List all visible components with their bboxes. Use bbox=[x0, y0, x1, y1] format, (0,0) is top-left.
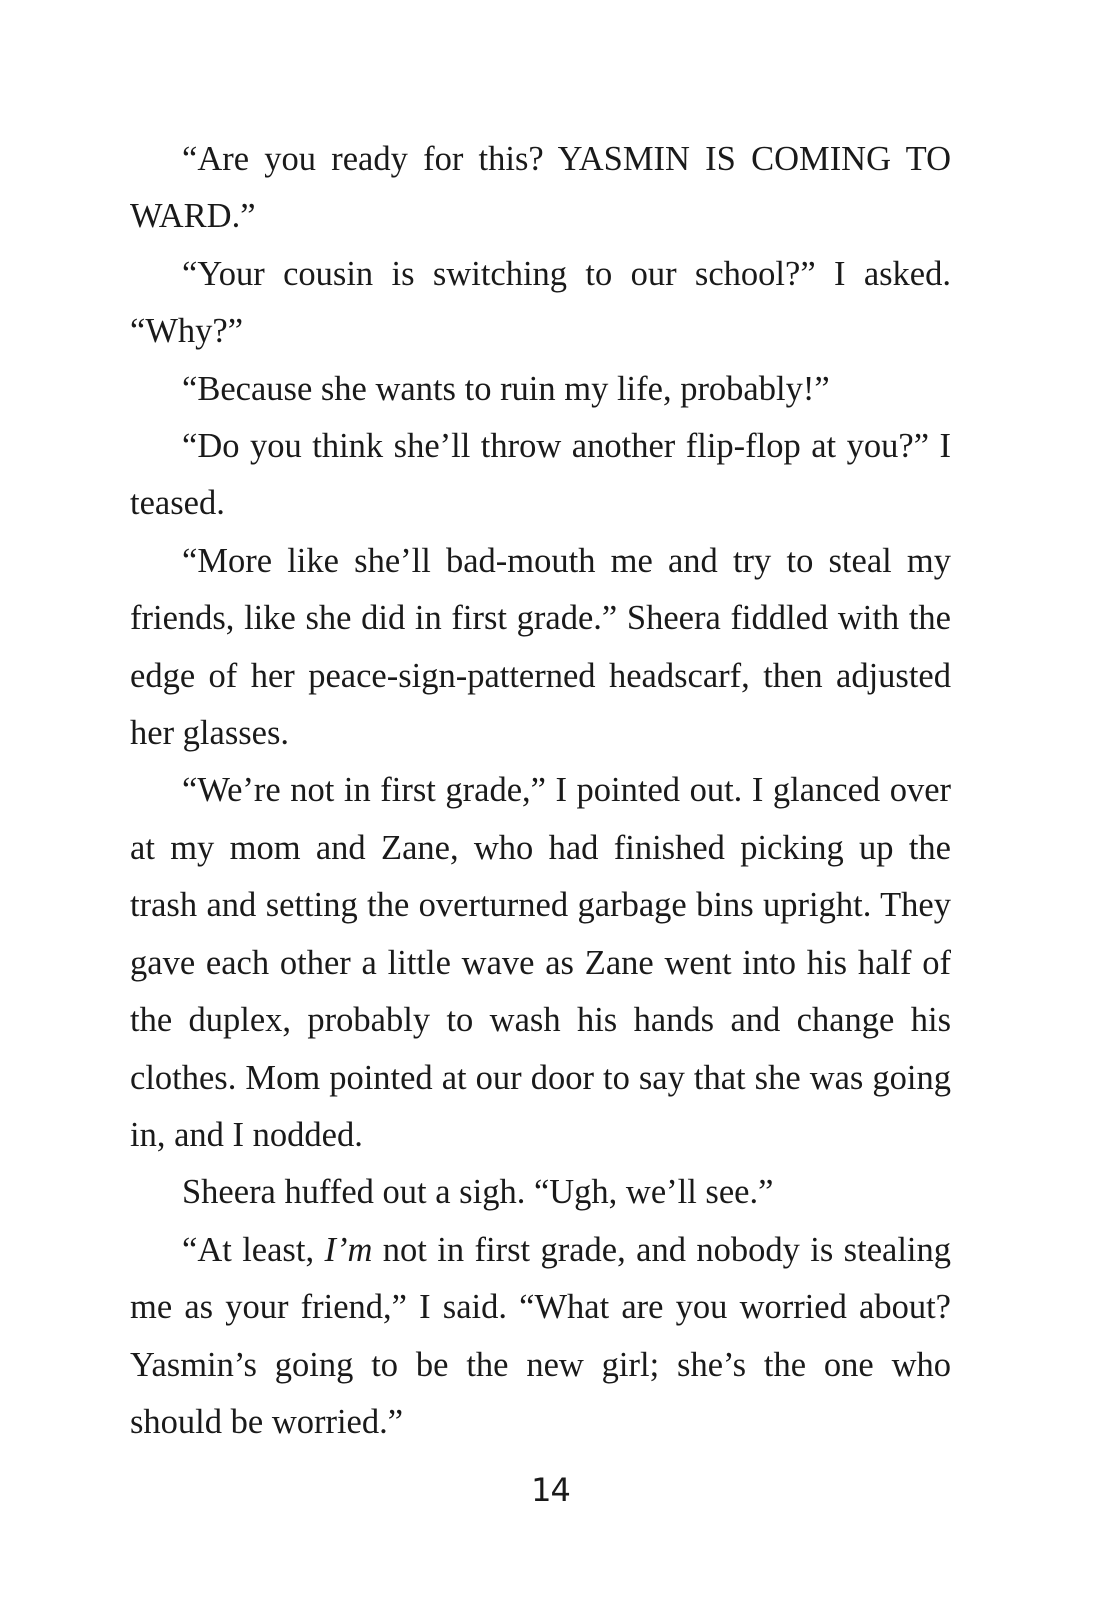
paragraph: “We’re not in first grade,” I pointed out. I glanced over at my mom and Zane, who had finished picking up the trash and setting the overturned garbage bins upright. They gave each other a little wave as Zane went into his half of the duplex, probably to wash his hands and change his clothes. Mom pointed at our door to say that she was going in, and I nodded. bbox=[130, 771, 951, 1154]
body-text bbox=[130, 131, 951, 1451]
paragraph: “Are you ready for this? YASMIN IS COMING TO WARD.” bbox=[130, 140, 951, 236]
paragraph bbox=[130, 1222, 951, 1452]
page-number: 14 bbox=[531, 1471, 570, 1509]
paragraph: “Because she wants to ruin my life, probably!” bbox=[182, 369, 830, 408]
paragraph-text: not in first grade, and nobody is stealing me as your friend,” I said. “What are you worried about? Yasmin’s going to be the new girl; she’s the one who should be worried.” bbox=[130, 1230, 951, 1441]
paragraph: “Do you think she’ll throw another flip-flop at you?” I teased. bbox=[130, 427, 951, 523]
paragraph: “Your cousin is switching to our school?” I asked. “Why?” bbox=[130, 254, 951, 351]
paragraph: Sheera huffed out a sigh. “Ugh, we’ll see.” bbox=[182, 1173, 774, 1212]
paragraph-text: “At least, bbox=[182, 1230, 325, 1269]
italic-emphasis: I’m bbox=[324, 1230, 373, 1269]
paragraph: “More like she’ll bad-mouth me and try to steal my friends, like she did in first grade.” Sheera fiddled with the edge of her peace-sign-patterned headscarf, then adjusted her glasses. bbox=[130, 541, 951, 753]
